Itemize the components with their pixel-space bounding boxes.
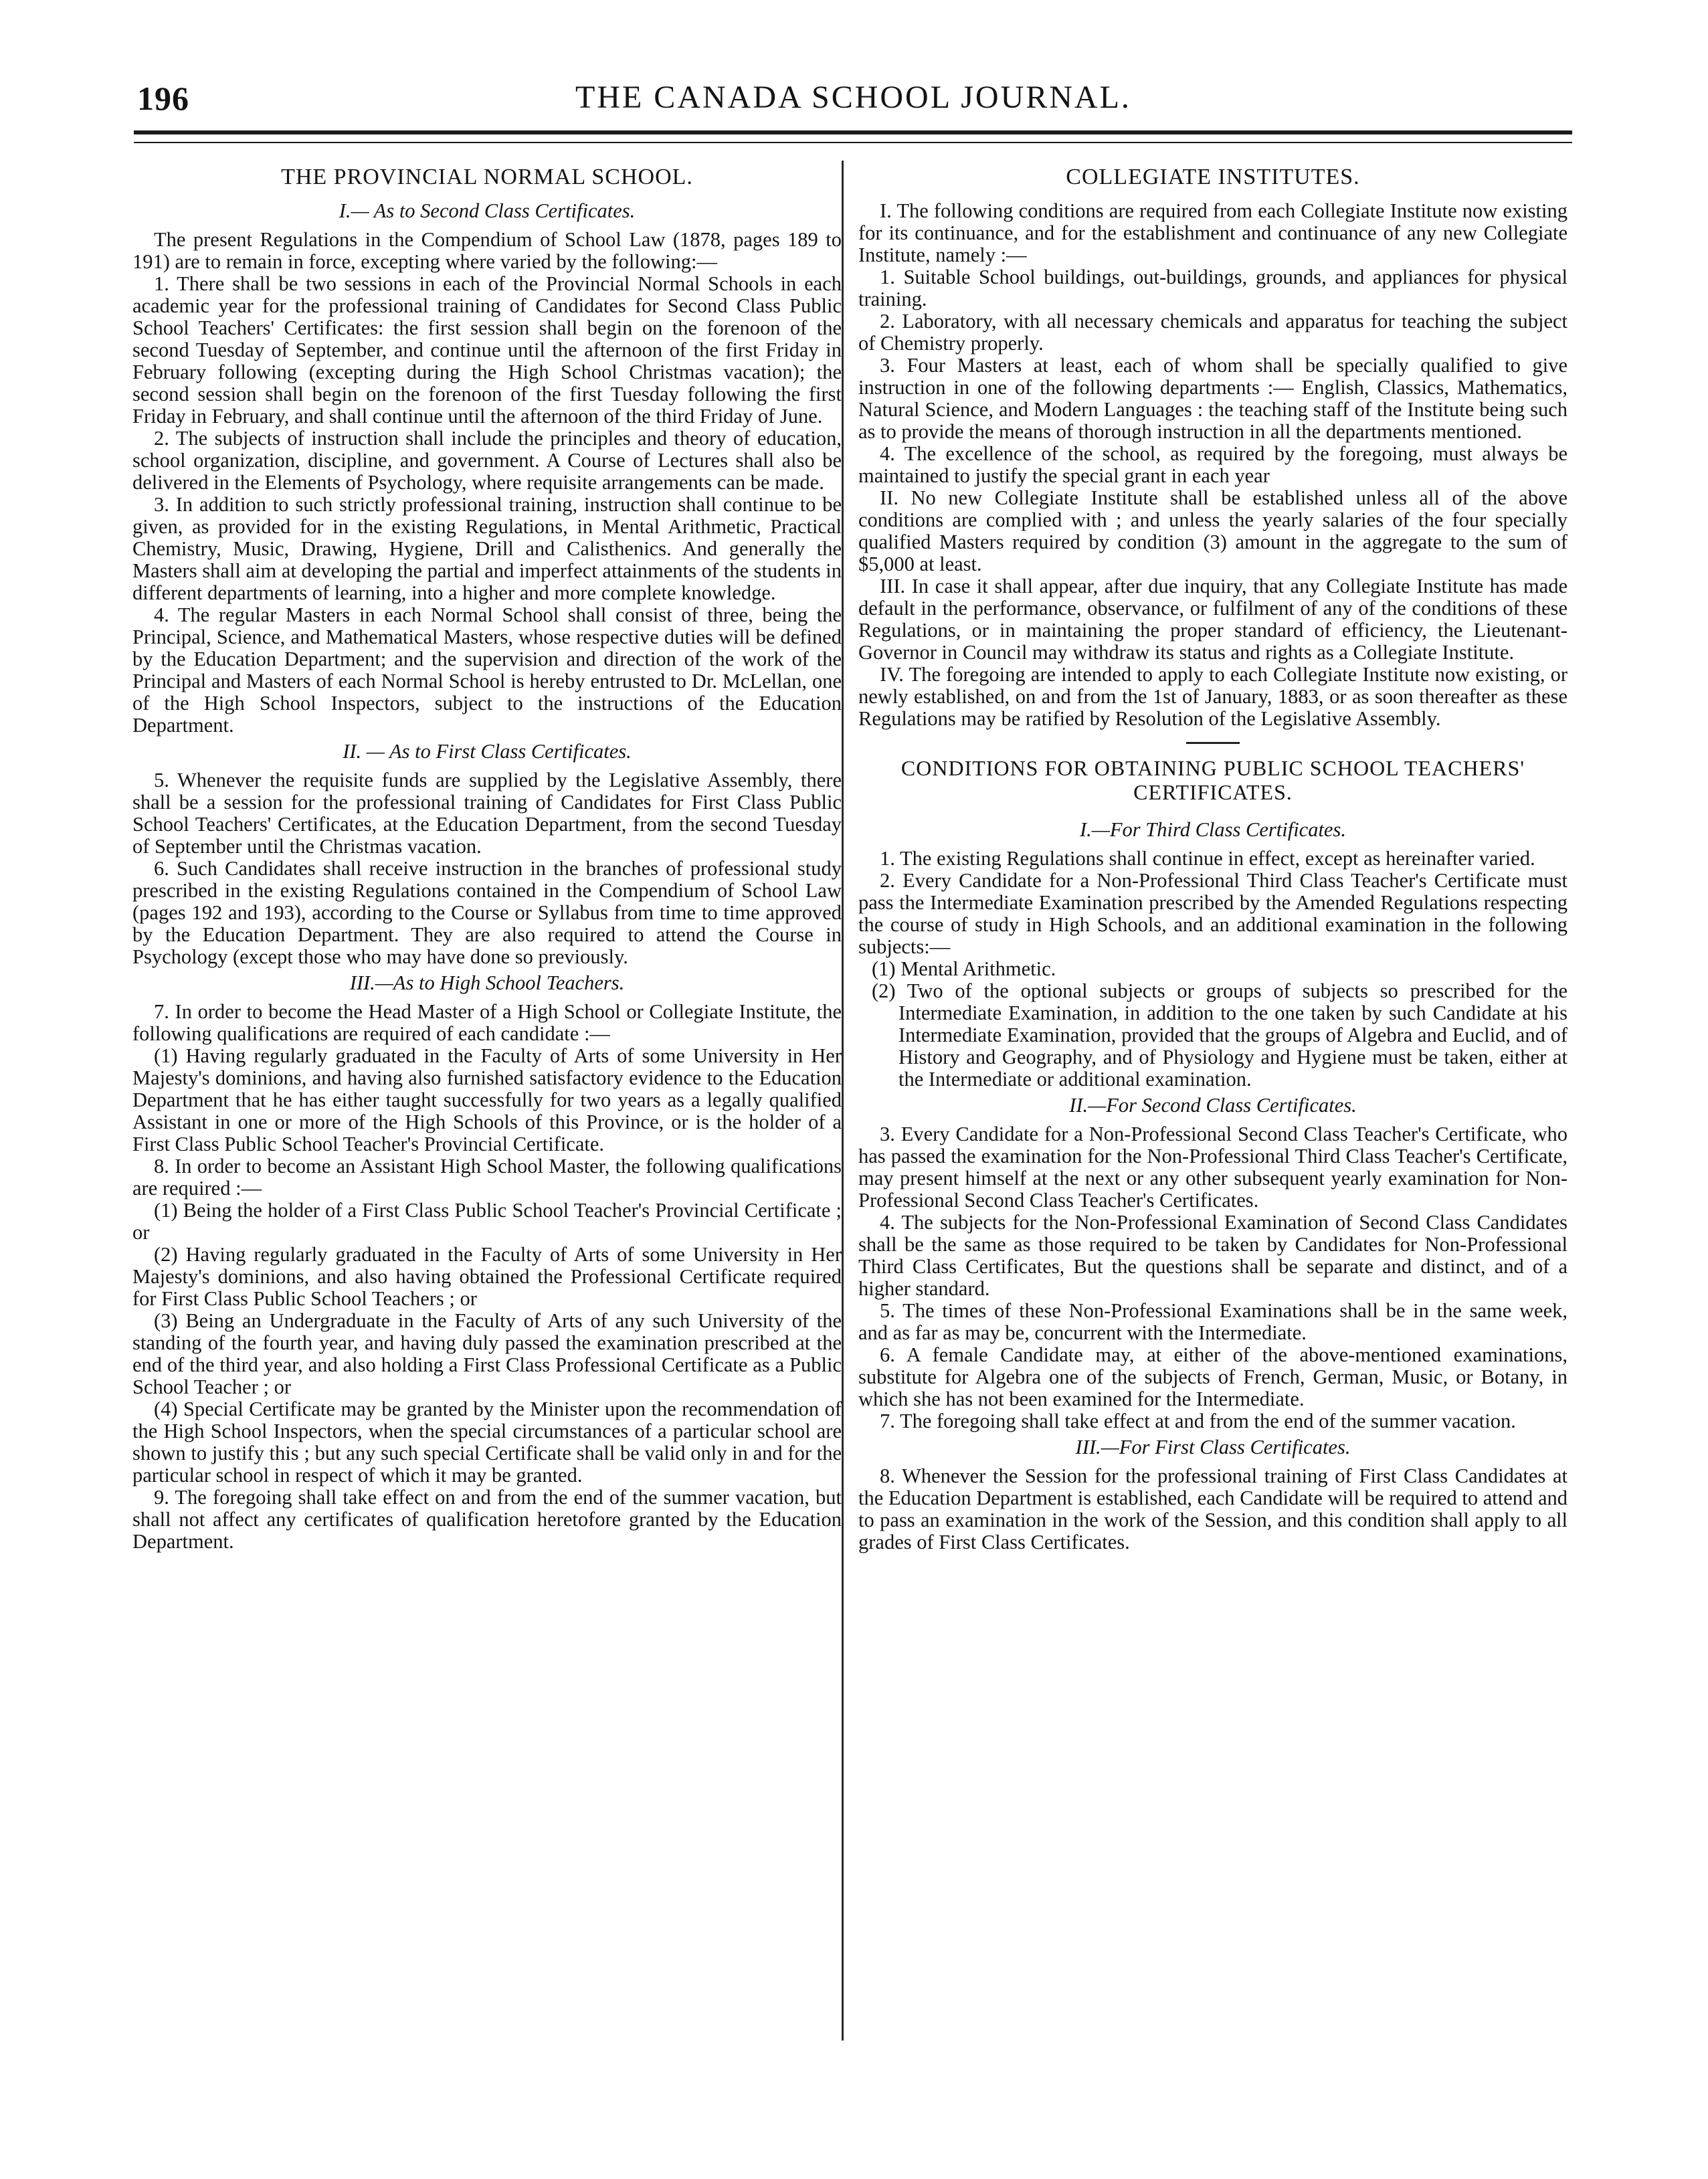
paragraph-3: 3. In addition to such strictly professional training, instruction shall continue to be given, as provided for in the existing Regulations, in Mental Arithmetic, Practical Chemistry, Music, Drawing, Hygiene, Drill and Calisthenics. And generally the Masters shall aim at developing the partial and imperfect attainments of the students in different departments of learning, into a higher and more complete knowledge. [132, 493, 842, 604]
section-separator [1186, 742, 1240, 744]
subheading-first-class: II. — As to First Class Certificates. [343, 740, 632, 763]
paragraph-4: 4. The regular Masters in each Normal School shall consist of three, being the Principal, Science, and Mathematical Masters, whose respective duties will be defined by the Education Department; and the supervision and direction of the work of the Principal and Masters of each Normal School is hereby entrusted to Dr. McLellan, one of the High School Inspectors, subject to the instructions of the Education Department. [132, 603, 842, 737]
condition-6: 6. A female Candidate may, at either of the above-mentioned examinations, substitute for Algebra one of the subjects of French, German, Music, or Botany, in which she has not been examined for the Intermediate. [858, 1343, 1568, 1410]
condition-5: 5. The times of these Non-Professional Examinations shall be in the same week, and as far as may be, concurrent with the Intermediate. [858, 1299, 1568, 1344]
right-column [858, 161, 1568, 1553]
journal-title: THE CANADA SCHOOL JOURNAL. [575, 80, 1131, 115]
header-rule-thin [134, 142, 1572, 143]
paragraph-8-1: (1) Being the holder of a First Class Public School Teacher's Provincial Certificate ; or [132, 1199, 842, 1244]
paragraph-I-3: 3. Four Masters at least, each of whom shall be specially qualified to give instruction in one of the following departments :— English, Classics, Mathematics, Natural Science, and Modern Languages : the teaching staff of the Institute being such as to provide the means of thorough instruction in all the departments mentioned. [858, 354, 1568, 443]
header-rule-thick [134, 130, 1572, 134]
condition-8: 8. Whenever the Session for the professional training of First Class Candidates at the Education Department is established, each Candidate will be required to attend and to pass an examination in the work of the Session, and this condition shall apply to all grades of First Class Certificates. [858, 1464, 1568, 1553]
condition-2: 2. Every Candidate for a Non-Professional Third Class Teacher's Certificate must pass the Intermediate Examination prescribed by the Amended Regulations respecting the course of study in High Schools, and an additional examination in the following subjects:— [858, 869, 1568, 958]
page-number: 196 [137, 80, 189, 117]
left-column [132, 161, 842, 1553]
subheading-third-class: I.—For Third Class Certificates. [1080, 818, 1346, 841]
paragraph-I-1: 1. Suitable School buildings, out-buildings, grounds, and appliances for physical training. [858, 266, 1568, 310]
paragraph-III: III. In case it shall appear, after due inquiry, that any Collegiate Institute has made default in the performance, observance, or fulfilment of any of the conditions of these Regulations, or in maintaining the proper standard of efficiency, the Lieutenant-Governor in Council may withdraw its status and rights as a Collegiate Institute. [858, 575, 1568, 664]
paragraph-2: 2. The subjects of instruction shall include the principles and theory of education, school organization, discipline, and government. A Course of Lectures shall also be delivered in the Elements of Psychology, where requisite arrangements can be made. [132, 427, 842, 494]
paragraph-8: 8. In order to become an Assistant High School Master, the following qualifications are required :— [132, 1155, 842, 1200]
paragraph-7: 7. In order to become the Head Master of a High School or Collegiate Institute, the following qualifications are required of each candidate :— [132, 1000, 842, 1045]
paragraph-8-4: (4) Special Certificate may be granted by the Minister upon the recommendation of the High School Inspectors, when the special circumstances of a particular school are shown to justify this ; but any such special Certificate shall be valid only in and for the particular school in respect of which it may be granted. [132, 1398, 842, 1487]
condition-4: 4. The subjects for the Non-Professional Examination of Second Class Candidates shall be the same as those required to be taken by Candidates for Non-Professional Third Class Certificates, But the questions shall be separate and distinct, and of a higher standard. [858, 1211, 1568, 1300]
section-title-conditions: CONDITIONS FOR OBTAINING PUBLIC SCHOOL TEACHERS' CERTIFICATES. [900, 756, 1525, 804]
condition-7: 7. The foregoing shall take effect at and from the end of the summer vacation. [880, 1410, 1516, 1432]
paragraph-intro: The present Regulations in the Compendium of School Law (1878, pages 189 to 191) are to remain in force, excepting where varied by the following:— [132, 228, 842, 273]
subheading-first-class-certs: III.—For First Class Certificates. [1075, 1436, 1351, 1458]
condition-1: 1. The existing Regulations shall continue in effect, except as hereinafter varied. [880, 847, 1535, 870]
condition-3: 3. Every Candidate for a Non-Professional Second Class Teacher's Certificate, who has passed the examination for the Non-Professional Third Class Teacher's Certificate, may present himself at the next or any other subsequent yearly examination for Non-Professional Second Class Teacher's Certificates. [858, 1123, 1568, 1212]
subheading-second-class: I.— As to Second Class Certificates. [339, 199, 636, 222]
condition-2-2: (2) Two of the optional subjects or groups of subjects so prescribed for the Intermediate Examination, in addition to the one taken by such Candidate at his Intermediate Examination, provided that the groups of Algebra and Euclid, and of History and Geography, and of Physiology and Hygiene must be taken, either at the Intermediate or additional examination. [872, 979, 1568, 1091]
paragraph-8-3: (3) Being an Undergraduate in the Faculty of Arts of any such University of the standing of the fourth year, and having duly passed the examination prescribed at the end of the third year, and also holding a First Class Professional Certificate as a Public School Teacher ; or [132, 1309, 842, 1398]
section-title-normal-school: THE PROVINCIAL NORMAL SCHOOL. [281, 165, 693, 189]
section-title-collegiate: COLLEGIATE INSTITUTES. [1066, 165, 1360, 189]
subheading-high-school-teachers: III.—As to High School Teachers. [349, 971, 625, 994]
paragraph-6: 6. Such Candidates shall receive instruction in the branches of professional study prescribed in the existing Regulations contained in the Compendium of School Law (pages 192 and 193), according to the Course or Syllabus from time to time approved by the Education Department. They are also required to attend the Course in Psychology (except those who may have done so previously. [132, 857, 842, 968]
paragraph-II: II. No new Collegiate Institute shall be established unless all of the above conditions are complied with ; and unless the yearly salaries of the four specially qualified Masters required by condition (3) amount in the aggregate to the sum of $5,000 at least. [858, 486, 1568, 575]
paragraph-I-4: 4. The excellence of the school, as required by the foregoing, must always be maintained to justify the special grant in each year [858, 442, 1568, 487]
paragraph-I: I. The following conditions are required from each Collegiate Institute now existing for its continuance, and for the establishment and continuance of any new Collegiate Institute, namely :— [858, 199, 1568, 266]
paragraph-8-2: (2) Having regularly graduated in the Faculty of Arts of some University in Her Majesty's dominions, and also having obtained the Professional Certificate required for First Class Public School Teachers ; or [132, 1243, 842, 1310]
paragraph-I-2: 2. Laboratory, with all necessary chemicals and apparatus for teaching the subject of Chemistry properly. [858, 310, 1568, 355]
paragraph-IV: IV. The foregoing are intended to apply to each Collegiate Institute now existing, or newly established, on and from the 1st of January, 1883, or as soon thereafter as these Regulations may be ratified by Resolution of the Legislative Assembly. [858, 663, 1568, 730]
paragraph-5: 5. Whenever the requisite funds are supplied by the Legislative Assembly, there shall be a session for the professional training of Candidates for First Class Public School Teachers' Certificates, at the Education Department, from the second Tuesday of September until the Christmas vacation. [132, 769, 842, 858]
paragraph-7-1: (1) Having regularly graduated in the Faculty of Arts of some University in Her Majesty's dominions, and having also furnished satisfactory evidence to the Education Department that he has either taught successfully for two years as a legally qualified Assistant in one or more of the High Schools of this Province, or is the holder of a First Class Public School Teacher's Provincial Certificate. [132, 1044, 842, 1155]
paragraph-9: 9. The foregoing shall take effect on and from the end of the summer vacation, but shall not affect any certificates of qualification heretofore granted by the Education Department. [132, 1486, 842, 1553]
column-divider [842, 161, 844, 2041]
condition-2-1: (1) Mental Arithmetic. [872, 957, 1056, 980]
subheading-second-class-certs: II.—For Second Class Certificates. [1069, 1094, 1357, 1117]
paragraph-1: 1. There shall be two sessions in each of the Provincial Normal Schools in each academic year for the professional training of Candidates for Second Class Public School Teachers' Certificates: the first session shall begin on the forenoon of the second Tuesday of September, and continue until the afternoon of the first Friday in February following (excepting during the High School Christmas vacation); the second session shall begin on the forenoon of the first Tuesday following the first Friday in February, and shall continue until the afternoon of the third Friday of June. [132, 272, 842, 428]
